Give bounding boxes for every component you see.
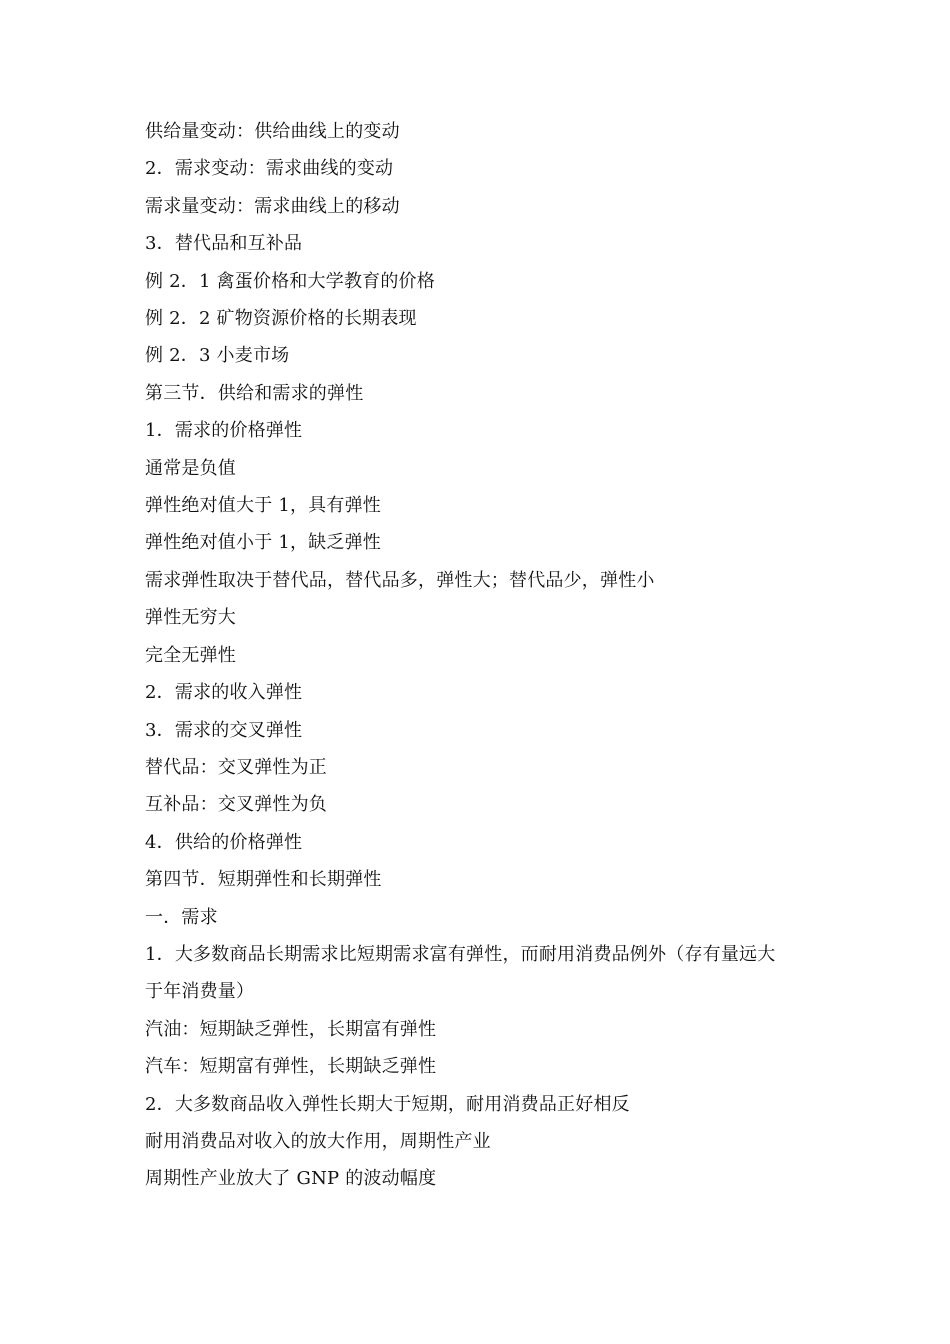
text-line-price-elasticity-demand: 1．需求的价格弹性 bbox=[145, 420, 303, 442]
text-line-elastic: 弹性绝对值大于 1，具有弹性 bbox=[145, 495, 381, 517]
text-line-cross-elasticity: 3．需求的交叉弹性 bbox=[145, 719, 303, 741]
text-line-usually-negative: 通常是负值 bbox=[145, 457, 236, 479]
text-line-inelastic: 弹性绝对值小于 1，缺乏弹性 bbox=[145, 532, 381, 554]
text-line-complements-negative: 互补品：交叉弹性为负 bbox=[145, 794, 327, 816]
text-line-substitutes-complements: 3．替代品和互补品 bbox=[145, 233, 303, 255]
text-line-income-elasticity-long-run: 2．大多数商品收入弹性长期大于短期，耐用消费品正好相反 bbox=[145, 1093, 630, 1115]
document-body bbox=[145, 113, 825, 1198]
text-line-example-2-1: 例 2．1 禽蛋价格和大学教育的价格 bbox=[145, 270, 435, 292]
text-line-long-run-demand-elastic: 1．大多数商品长期需求比短期需求富有弹性，而耐用消费品例外（存有量远大 bbox=[145, 943, 776, 965]
text-line-example-2-2: 例 2．2 矿物资源价格的长期表现 bbox=[145, 308, 417, 330]
text-line-demand-subheading: 一．需求 bbox=[145, 906, 218, 928]
text-line-durable-goods-cyclical: 耐用消费品对收入的放大作用，周期性产业 bbox=[145, 1130, 491, 1152]
section-heading-elasticity: 第三节．供给和需求的弹性 bbox=[145, 382, 364, 404]
text-line-substitutes-positive: 替代品：交叉弹性为正 bbox=[145, 756, 327, 778]
text-line-supply-quantity-change: 供给量变动：供给曲线上的变动 bbox=[145, 121, 400, 142]
text-line-gasoline: 汽油：短期缺乏弹性，长期富有弹性 bbox=[145, 1018, 437, 1040]
section-heading-short-long-run: 第四节．短期弹性和长期弹性 bbox=[145, 869, 382, 891]
text-line-price-elasticity-supply: 4．供给的价格弹性 bbox=[145, 831, 303, 853]
text-line-perfectly-inelastic: 完全无弹性 bbox=[145, 644, 236, 666]
text-line-income-elasticity: 2．需求的收入弹性 bbox=[145, 682, 303, 704]
text-line-cyclical-industries-gnp: 周期性产业放大了 GNP 的波动幅度 bbox=[145, 1168, 437, 1190]
text-line-long-run-demand-continued: 于年消费量） bbox=[145, 981, 255, 1003]
text-line-demand-quantity-change: 需求量变动：需求曲线上的移动 bbox=[145, 195, 400, 217]
text-line-example-2-3: 例 2．3 小麦市场 bbox=[145, 345, 290, 367]
text-line-infinite-elasticity: 弹性无穷大 bbox=[145, 607, 236, 629]
text-line-demand-change: 2．需求变动：需求曲线的变动 bbox=[145, 158, 394, 180]
text-line-automobiles: 汽车：短期富有弹性，长期缺乏弹性 bbox=[145, 1056, 437, 1078]
text-line-elasticity-substitutes: 需求弹性取决于替代品，替代品多，弹性大；替代品少，弹性小 bbox=[145, 569, 655, 591]
